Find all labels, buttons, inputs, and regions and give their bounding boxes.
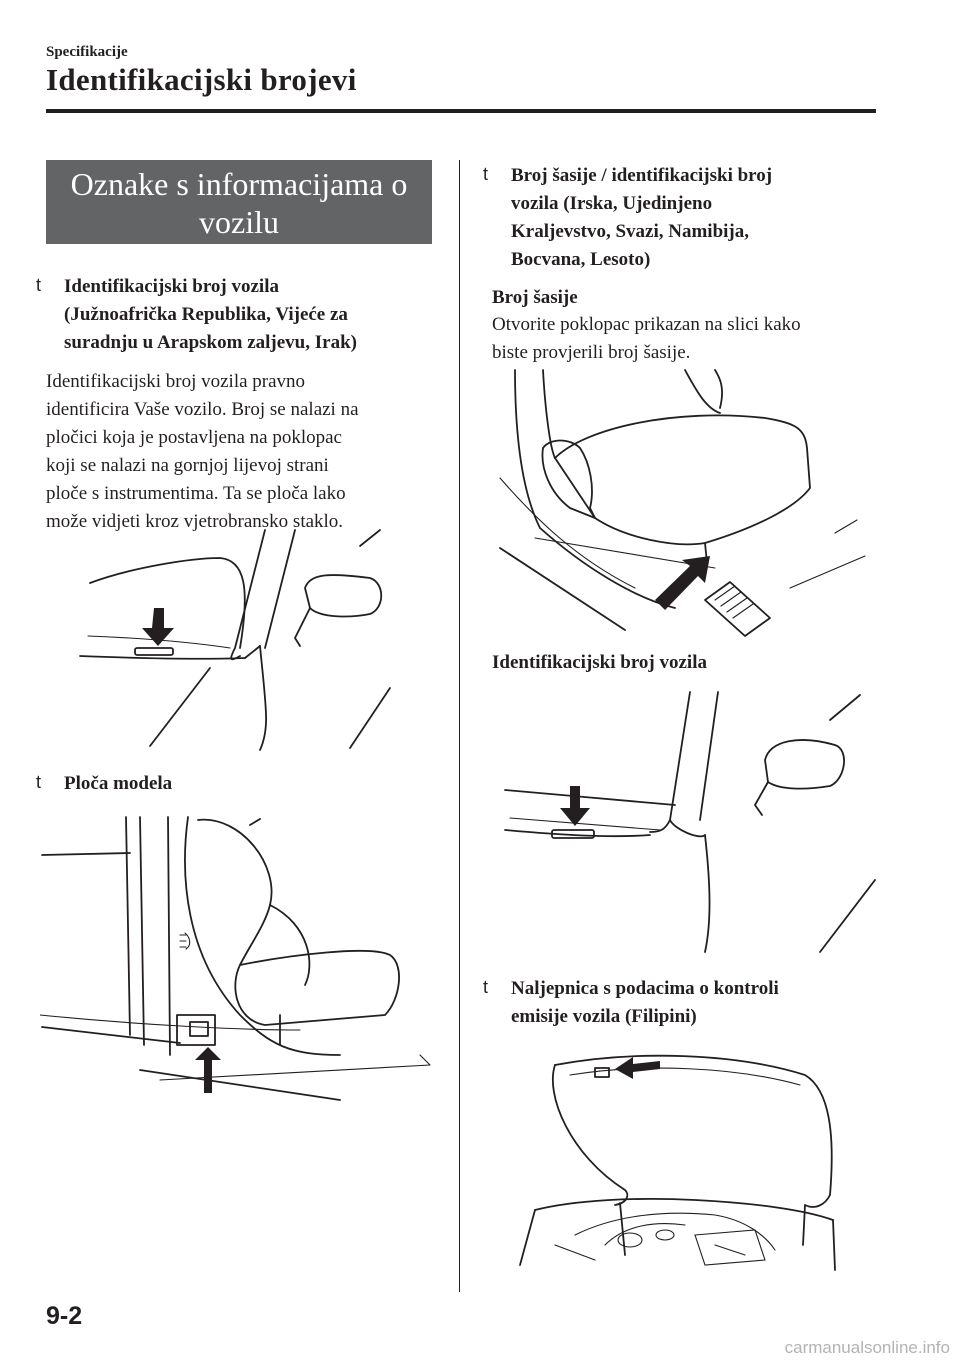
vin-label: Identifikacijski broj vozila: [492, 652, 707, 673]
bullet-icon: t: [36, 275, 42, 295]
chassis-vin-heading: [511, 162, 772, 274]
title-rule: [46, 109, 876, 113]
vin-windshield-illustration: [70, 528, 400, 753]
vin-windshield-illustration-right: [500, 690, 880, 960]
model-plate-heading: Ploča modela: [64, 773, 173, 794]
vin-heading-line3: suradnju u Arapskom zaljevu, Irak): [64, 332, 357, 353]
section-heading: [46, 160, 432, 244]
emission-sticker-illustration: [515, 1045, 845, 1275]
column-divider: [459, 160, 460, 1292]
page-title: Identifikacijski brojevi: [46, 62, 357, 97]
vin-paragraph-line: Identifikacijski broj vozila pravno: [46, 371, 306, 392]
chassis-vin-heading-line3: Kraljevstvo, Svazi, Namibija,: [511, 221, 750, 242]
emission-sticker-heading-line1: Naljepnica s podacima o kontroli: [511, 978, 779, 999]
page-number: 9-2: [46, 1302, 83, 1330]
emission-sticker-heading-line2: emisije vozila (Filipini): [511, 1006, 697, 1027]
vin-heading-line1: Identifikacijski broj vozila: [64, 276, 279, 297]
chassis-vin-item: [483, 162, 883, 274]
vin-paragraph: [46, 368, 446, 536]
chassis-number-label: Broj šasije: [492, 287, 578, 308]
chassis-number-illustration: [495, 368, 875, 643]
vin-heading-item: [36, 273, 446, 357]
bullet-icon: t: [483, 164, 489, 184]
vin-heading: [64, 273, 357, 357]
vin-paragraph-line: pločici koja je postavljena na poklopac: [46, 427, 342, 448]
chassis-instructions-line: biste provjerili broj šasije.: [492, 342, 691, 363]
emission-sticker-heading: [511, 975, 779, 1031]
watermark: carmanualsonline.info: [784, 1338, 950, 1357]
vin-paragraph-line: ploče s instrumentima. Ta se ploča lako: [46, 483, 346, 504]
bullet-icon: t: [483, 977, 489, 997]
section-label: Specifikacije: [46, 44, 128, 60]
vin-paragraph-line: koji se nalazi na gornjoj lijevoj strani: [46, 455, 329, 476]
vin-paragraph-line: može vidjeti kroz vjetrobransko staklo.: [46, 511, 344, 532]
chassis-instructions: [492, 311, 882, 367]
chassis-vin-heading-line1: Broj šasije / identifikacijski broj: [511, 165, 773, 186]
vin-heading-line2: (Južnoafrička Republika, Vijeće za: [64, 304, 348, 325]
bullet-icon: t: [36, 772, 42, 792]
model-plate-illustration: [40, 815, 440, 1115]
chassis-vin-heading-line2: vozila (Irska, Ujedinjeno: [511, 193, 713, 214]
vin-paragraph-line: identificira Vaše vozilo. Broj se nalazi na: [46, 399, 359, 420]
model-plate-item: [36, 770, 446, 798]
section-heading-line2: vozilu: [199, 204, 279, 240]
chassis-vin-heading-line4: Bocvana, Lesoto): [511, 249, 651, 270]
section-heading-line1: Oznake s informacijama o: [70, 166, 408, 202]
chassis-instructions-line: Otvorite poklopac prikazan na slici kako: [492, 314, 801, 335]
emission-sticker-item: [483, 975, 883, 1031]
